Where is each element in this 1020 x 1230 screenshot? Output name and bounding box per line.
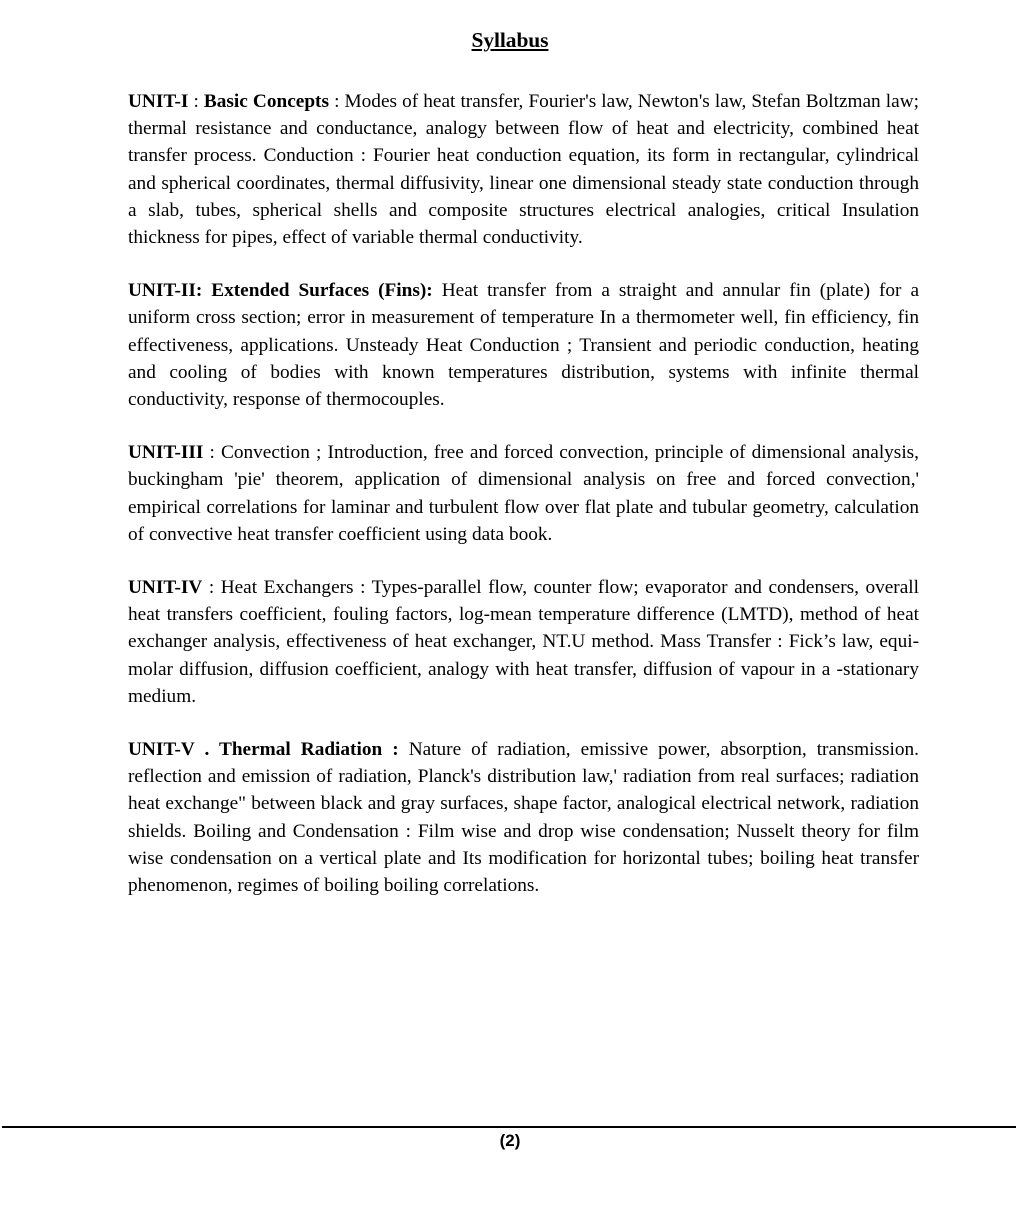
unit-4-label: UNIT-IV [128,577,203,599]
unit-paragraph-3 [128,439,919,548]
unit-3-label: UNIT-III [128,442,204,464]
unit-2-text: Heat transfer from a straight and annular fin (plate) for a uniform cross section; error in measurement of temperature In a thermometer well, fin efficiency, fin effectiveness, applications. Unsteady Heat Conduction ; Transient and periodic conduction, heating and cooling of bodies with known temperatures distribution, systems with infinite thermal conductivity, response of thermocouples. [128,280,919,411]
footer-divider [2,1126,1016,1128]
unit-1-text: : Modes of heat transfer, Fourier's law, Newton's law, Stefan Boltzman law; thermal resistance and conductance, analogy between flow of heat and electricity, combined heat transfer process. Conduction : Fourier heat conduction equation, its form in rectangular, cylindrical and spherical coordinates, thermal diffusivity, linear one dimensional steady state conduction through a slab, tubes, spherical shells and composite structures electrical analogies, critical Insulation thickness for pipes, effect of variable thermal conductivity. [128,91,919,249]
unit-paragraph-2 [128,277,919,413]
page-title [0,28,1020,53]
unit-paragraph-4 [128,574,919,710]
unit-4-text: : Heat Exchangers : Types-parallel flow, counter flow; evaporator and condensers, overall heat transfers coefficient, fouling factors, log-mean temperature difference (LMTD), method of heat exchanger analysis, effectiveness of heat exchanger, NT.U method. Mass Transfer : Fick’s law, equi-molar diffusion, diffusion coefficient, analogy with heat transfer, diffusion of vapour in a -stationary medium. [128,577,919,707]
syllabus-body [128,88,919,899]
page-title-text: Syllabus [471,28,549,52]
unit-2-label: UNIT-II: Extended Surfaces (Fins): [128,280,433,302]
unit-1-label: UNIT-I [128,91,189,112]
unit-3-text: : Convection ; Introduction, free and forced convection, principle of dimensional analysis, buckingham 'pie' theorem, application of dimensional analysis on free and forced convection,' empirical correlations for laminar and turbulent flow over flat plate and tubular geometry, calculation of convective heat transfer coefficient using data book. [128,442,919,545]
unit-1-separator: : [188,91,204,112]
unit-1-topic: Basic Concepts [203,91,329,112]
unit-5-label: UNIT-V . Thermal Radiation : [128,739,399,761]
unit-paragraph-5 [128,736,919,899]
unit-paragraph-1 [128,88,919,251]
page-number: (2) [499,1131,521,1150]
unit-5-text: Nature of radiation, emissive power, absorption, transmission. reflection and emission of radiation, Planck's distribution law,' radiation from real surfaces; radiation heat exchange" between black and gray surfaces, shape factor, analogical electrical network, radiation shields. Boiling and Condensation : Film wise and drop wise condensation; Nusselt theory for film wise condensation on a vertical plate and Its modification for horizontal tubes; boiling heat transfer phenomenon, regimes of boiling boiling correlations. [128,739,919,897]
